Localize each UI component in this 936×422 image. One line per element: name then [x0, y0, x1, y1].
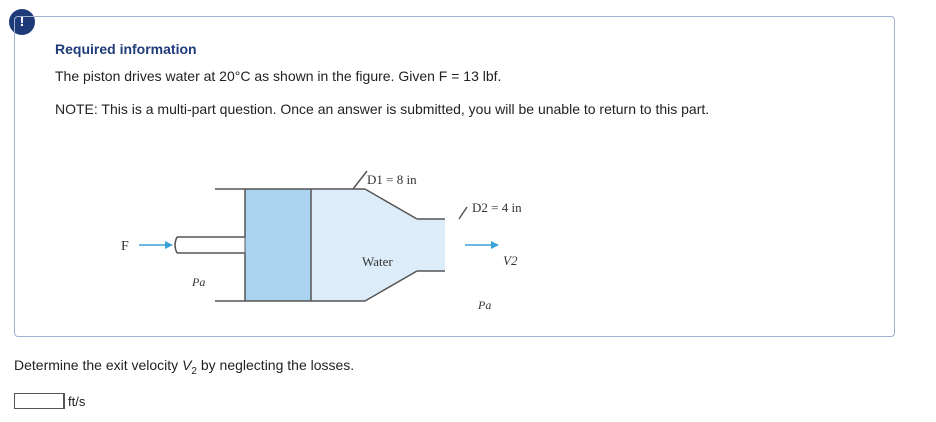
- piston: [245, 189, 311, 301]
- answer-input[interactable]: [14, 393, 64, 409]
- pa-right-label: Pa: [478, 298, 492, 312]
- force-label: F: [121, 239, 129, 254]
- unit-label: ft/s: [68, 394, 86, 409]
- d1-label: D1 = 8 in: [367, 172, 417, 187]
- question-subscript: 2: [191, 365, 197, 377]
- v2-label: V2: [503, 253, 518, 268]
- rod-end: [175, 237, 177, 253]
- question-suffix: by neglecting the losses.: [196, 357, 355, 373]
- water-label: Water: [362, 254, 393, 269]
- question-prefix: Determine the exit velocity: [14, 357, 183, 373]
- info-title: Required information: [55, 41, 197, 57]
- water-region: [311, 189, 445, 301]
- pa-left-label: Pa: [192, 275, 206, 289]
- question-prompt: [14, 357, 354, 377]
- input-divider: [64, 393, 65, 409]
- velocity-arrow: [465, 241, 499, 249]
- info-note: NOTE: This is a multi-part question. Once an answer is submitted, you will be unable to return to this part.: [55, 101, 710, 117]
- alert-icon: !: [9, 9, 35, 35]
- required-information-panel: [14, 16, 895, 337]
- force-arrow: [139, 241, 173, 249]
- question-variable: V: [182, 357, 192, 373]
- d2-label: D2 = 4 in: [472, 200, 522, 215]
- piston-nozzle-figure: [115, 157, 555, 337]
- info-statement: The piston drives water at 20°C as shown in the figure. Given F = 13 lbf.: [55, 68, 502, 84]
